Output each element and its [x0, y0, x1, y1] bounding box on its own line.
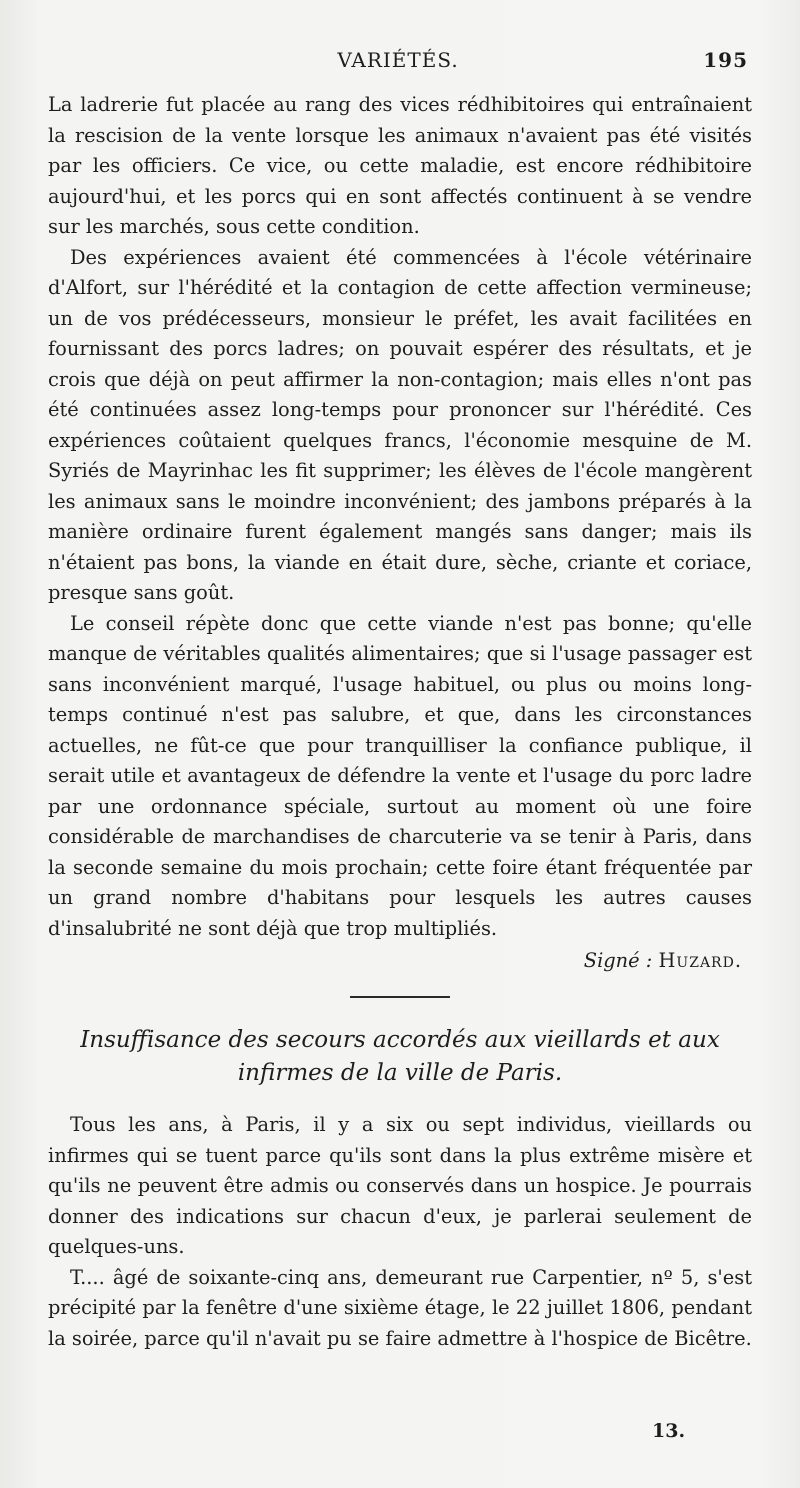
main-text — [48, 90, 752, 1354]
paragraph: Des expériences avaient été commencées à l'école vétérinaire d'Alfort, sur l'hérédité et la contagion de cette affection vermineuse; un de vos prédécesseurs, monsieur le préfet, les avait facilitées en fournissant des porcs ladres; on pouvait espérer des résultats, et je crois que déjà on peut affirmer la non-contagion; mais elles n'ont pas été continuées assez long-temps pour prononcer sur l'hérédité. Ces expériences coûtaient quelques francs, l'économie mesquine de M. Syriés de Mayrinhac les fit supprimer; les élèves de l'école mangèrent les animaux sans le moindre inconvénient; des jambons préparés à la manière ordinaire furent également mangés sans danger; mais ils n'étaient pas bons, la viande en était dure, sèche, criante et coriace, presque sans goût. — [48, 245, 752, 604]
paragraph: La ladrerie fut placée au rang des vices rédhibitoires qui entraînaient la rescision de la vente lorsque les animaux n'avaient pas été visités par les officiers. Ce vice, ou cette maladie, est encore rédhibitoire aujourd'hui, et les porcs qui en sont affectés continuent à se vendre sur les marchés, sous cette condition. — [48, 93, 752, 238]
paragraph: Le conseil répète donc que cette viande n'est pas bonne; qu'elle manque de véritables qualités alimentaires; que si l'usage passager est sans inconvénient marqué, l'usage habituel, ou plus ou moins long-temps continué n'est pas salubre, et que, dans les circonstances actuelles, ne fût-ce que pour tranquilliser la confiance publique, il serait utile et avantageux de défendre la vente et l'usage du porc ladre par une ordonnance spéciale, surtout au moment où une foire considérable de marchandises de charcuterie va se tenir à Paris, dans la seconde semaine du mois prochain; cette foire étant fréquentée par un grand nombre d'habitans pour lesquels les autres causes d'insalubrité ne sont déjà que trop multipliés. — [48, 611, 752, 940]
signature-label: Signé : — [583, 949, 653, 972]
section-title: Insuffisance des secours accordés aux vieillards et aux infirmes de la ville de Paris. — [80, 1027, 720, 1086]
section-divider — [350, 996, 450, 998]
signature-mark: 13. — [652, 1420, 686, 1442]
page-number: 195 — [703, 48, 748, 72]
signature — [48, 946, 752, 976]
signature-name: Huzard. — [658, 949, 742, 972]
running-header — [48, 48, 748, 78]
paragraph: T.... âgé de soixante-cinq ans, demeurant rue Carpentier, nº 5, s'est précipité par la fenêtre d'une sixième étage, le 22 juillet 1806, pendant la soirée, parce qu'il n'avait pu se faire admettre à l'hospice de Bicêtre. — [48, 1265, 752, 1350]
paragraph: Tous les ans, à Paris, il y a six ou sept individus, vieillards ou infirmes qui se tuent parce qu'ils sont dans la plus extrême misère et qu'ils ne peuvent être admis ou conservés dans un hospice. Je pourrais donner des indications sur chacun d'eux, je parlerai seulement de quelques-uns. — [48, 1113, 752, 1258]
running-title: VARIÉTÉS. — [337, 48, 459, 72]
